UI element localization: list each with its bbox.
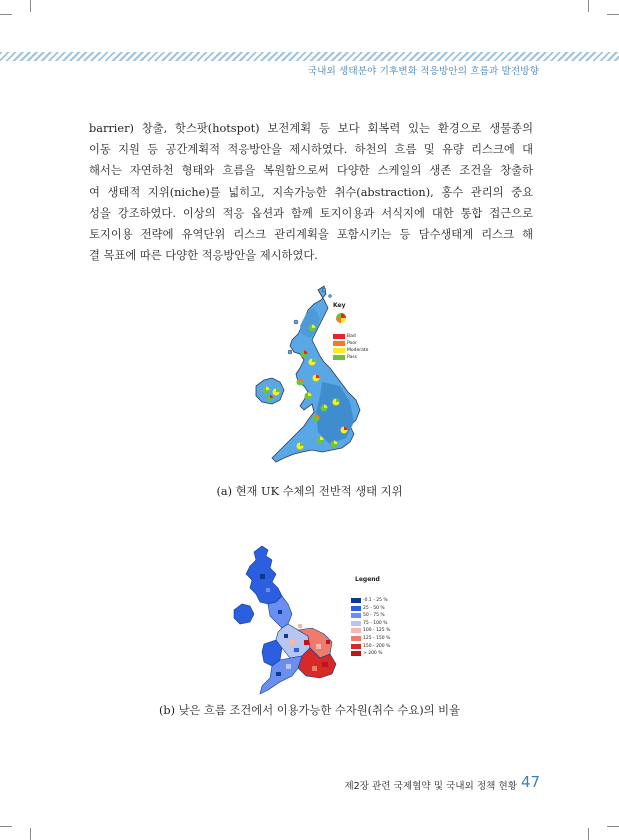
legend-label: > 200 % [363, 651, 383, 657]
legend-label: 150 - 200 % [363, 643, 391, 649]
key-label: Moderate [347, 348, 369, 353]
legend-item [351, 620, 391, 634]
figure-b-legend [351, 576, 411, 656]
crop-mark [0, 826, 12, 827]
body-line: 결 목표에 따른 다양한 적응방안을 제시하였다. [89, 249, 318, 263]
key-label: Poor [347, 341, 357, 346]
key-title: Key [333, 302, 346, 309]
legend-item [351, 628, 391, 641]
legend-item [351, 605, 385, 619]
figure-b-caption: (b) 낮은 흐름 조건에서 이용가능한 수자원(취수 수요)의 비율 [159, 704, 460, 717]
crop-mark [607, 14, 619, 15]
legend-item [351, 613, 388, 626]
running-header: 국내외 생태분야 기후변화 적응방안의 흐름과 발전방향 [307, 66, 539, 77]
legend-item [351, 636, 391, 649]
key-label: Bad [347, 334, 356, 339]
key-item [333, 326, 356, 339]
legend-title: Legend [355, 576, 380, 583]
legend-swatch [351, 651, 361, 656]
legend-item [351, 590, 388, 603]
legend-label: 125 - 150 % [363, 636, 391, 641]
body-line: 해서는 자연하천 형태와 흐름을 복원함으로써 다양한 스케일의 생존 조건을 창출하 [89, 164, 533, 178]
body-line: barrier) 창출, 핫스팟(hotspot) 보전계획 등 보다 회복력 있는 환경으로 생물종의 [89, 122, 533, 135]
body-line: 성을 강조하였다. 이상의 적응 옵션과 함께 토지이용과 서식지에 대한 통합 접근으로 [89, 206, 533, 220]
figure-a-caption: (a) 현재 UK 수체의 전반적 생태 지위 [216, 485, 403, 498]
uk-availability-map [232, 544, 364, 700]
figure-b-water-availability-map [232, 544, 364, 700]
crop-mark [607, 826, 619, 827]
legend-item [351, 598, 385, 611]
running-footer: 제2장 관련 국제협약 및 국내외 정책 현황 [344, 781, 517, 792]
legend-label: 50 - 75 % [363, 613, 385, 619]
crop-mark [588, 0, 589, 12]
figure-a-key [333, 302, 393, 362]
page-number: 47 [521, 773, 541, 791]
key-pie-icon [335, 312, 347, 324]
key-item [333, 340, 369, 353]
key-swatch [333, 355, 345, 360]
northern-ireland-region [234, 604, 254, 624]
crop-mark [0, 14, 12, 15]
legend-label: 75 - 100 % [363, 620, 388, 626]
legend-label: -0.1 - 25 % [363, 598, 388, 603]
legend-label: 100 - 125 % [363, 628, 391, 634]
body-line: 토지이용 전략에 유역단위 리스크 관리계획을 포함시키는 등 담수생태계 리스크 해 [89, 228, 533, 242]
header-stripe-band [0, 52, 619, 61]
key-item [333, 347, 357, 360]
crop-mark [588, 828, 589, 840]
key-item [333, 333, 357, 346]
legend-item [351, 643, 383, 657]
crop-mark [30, 0, 31, 12]
body-line: 이동 지원 등 공간계획적 적응방안을 제시하였다. 하천의 흐름 및 유량 리스크에 대 [89, 143, 533, 157]
crop-mark [30, 828, 31, 840]
legend-label: 25 - 50 % [363, 605, 385, 611]
key-label: Pass [347, 355, 357, 360]
body-paragraph [89, 118, 533, 266]
body-line: 여 생태적 지위(niche)를 넓히고, 지속가능한 취수(abstraction), 홍수 관리의 중요 [89, 185, 533, 199]
